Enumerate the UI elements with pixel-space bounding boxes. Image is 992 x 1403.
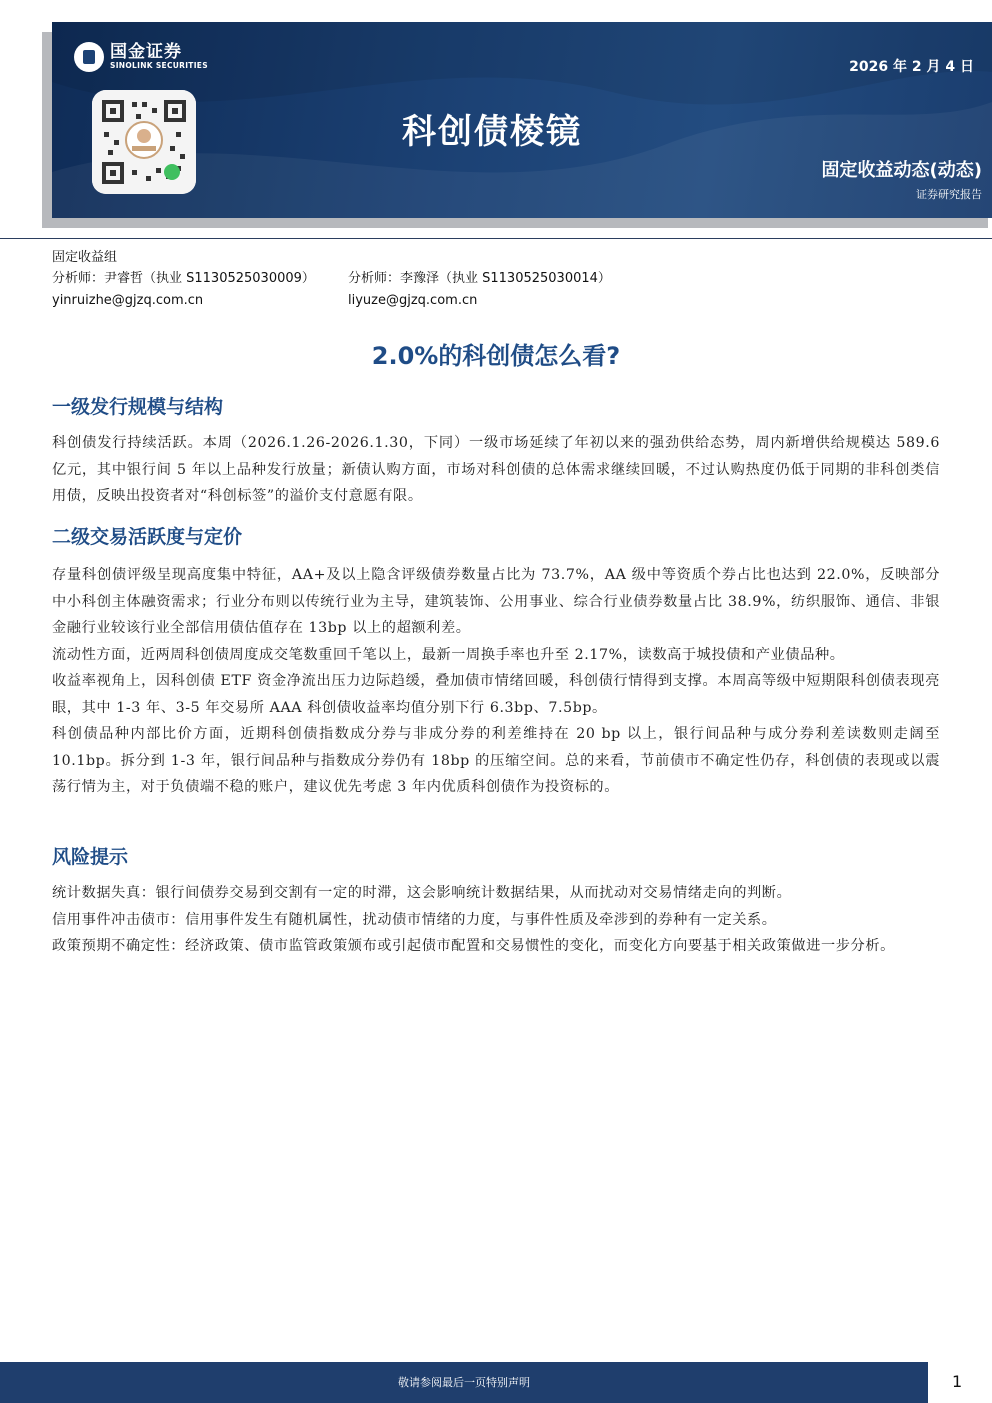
section-paragraph: 政策预期不确定性：经济政策、债市监管政策颁布或引起债市配置和交易惯性的变化，而变化方向要基于相关政策做进一步分析。: [52, 938, 895, 954]
page-number: 1: [952, 1372, 963, 1391]
qr-code-icon: [92, 90, 196, 194]
section-paragraph: 流动性方面，近两周科创债周度成交笔数重回千笔以上，最新一周换手率也升至 2.17%，读数高于城投债和产业债品种。: [52, 646, 845, 663]
section-paragraph: 信用事件冲击债市：信用事件发生有随机属性，扰动债市情绪的力度，与事件性质及牵涉到的券种有一定关系。: [52, 911, 777, 928]
company-logo: [74, 42, 208, 72]
analyst-name: 分析师：尹睿哲（执业 S1130525030009）: [52, 271, 315, 286]
section-paragraph: 存量科创债评级呈现高度集中特征，AA+及以上隐含评级债券数量占比为 73.7%，AA 级中等资质个券占比也达到 22.0%，反映部分中小科创主体融资需求；行业分布则以传统行业为主导，建筑装饰、公用事业、综合行业债券数量占比 38.9%，纺织服饰、通信、非银金融行业较该行业全部信用债估值存在 13bp 以上的超额利差。: [52, 567, 940, 636]
section-risk-warning: [52, 844, 940, 960]
analyst-email[interactable]: yinruizhe@gjzq.com.cn: [52, 293, 204, 308]
header-divider: [0, 238, 992, 239]
sinolink-logo-icon: [74, 42, 104, 72]
analyst-name: 分析师：李豫泽（执业 S1130525030014）: [348, 271, 611, 286]
section-paragraph: 统计数据失真：银行间债券交易到交割有一定的时滞，这会影响统计数据结果，从而扰动对交易情绪走向的判断。: [52, 885, 792, 901]
footer-bar: [0, 1362, 928, 1403]
report-category: 证券研究报告: [916, 188, 982, 201]
logo-english-name: SINOLINK SECURITIES: [110, 61, 208, 70]
report-date: 2026 年 2 月 4 日: [849, 59, 974, 75]
report-type: 固定收益动态(动态): [821, 160, 982, 181]
report-title: 科创债棱镜: [402, 112, 582, 152]
logo-chinese-name: 国金证券: [110, 42, 182, 62]
analyst-block: [52, 248, 611, 312]
section-primary-issuance: [52, 394, 940, 510]
section-paragraph: 科创债发行持续活跃。本周（2026.1.26-2026.1.30，下同）一级市场延续了年初以来的强劲供给态势，周内新增供给规模达 589.6亿元，其中银行间 5 年以上品种发行放量；新债认购方面，市场对科创债的总体需求继续回暖，不过认购热度仍低于同期的非科创类信用债，反映出投资者对“科创标签”的溢价支付意愿有限。: [52, 435, 940, 504]
analyst-email[interactable]: liyuze@gjzq.com.cn: [348, 293, 478, 308]
section-paragraph: 收益率视角上，因科创债 ETF 资金净流出压力边际趋缓，叠加债市情绪回暖，科创债行情得到支撑。本周高等级中短期限科创债表现亮眼，其中 1-3 年、3-5 年交易所 AAA 科创债收益率均值分别下行 6.3bp、7.5bp。: [52, 673, 940, 716]
section-paragraph: 科创债品种内部比价方面，近期科创债指数成分券与非成分券的利差维持在 20 bp 以上，银行间品种与成分券利差读数则走阔至 10.1bp。拆分到 1-3 年，银行间品种与指数成分券仍有 18bp 的压缩空间。总的来看，节前债市不确定性仍存，科创债的表现或以震荡行情为主，对于负债端不稳的账户，建议优先考虑 3 年内优质科创债作为投资标的。: [52, 726, 940, 795]
footer-disclaimer: 敬请参阅最后一页特别声明: [398, 1376, 530, 1389]
section-heading: 一级发行规模与结构: [52, 396, 224, 418]
section-secondary-trading: [52, 524, 940, 801]
section-heading: 风险提示: [52, 846, 129, 868]
section-heading: 二级交易活跃度与定价: [52, 526, 243, 548]
report-headline: 2.0%的科创债怎么看?: [371, 342, 621, 370]
team-name: 固定收益组: [52, 250, 118, 265]
